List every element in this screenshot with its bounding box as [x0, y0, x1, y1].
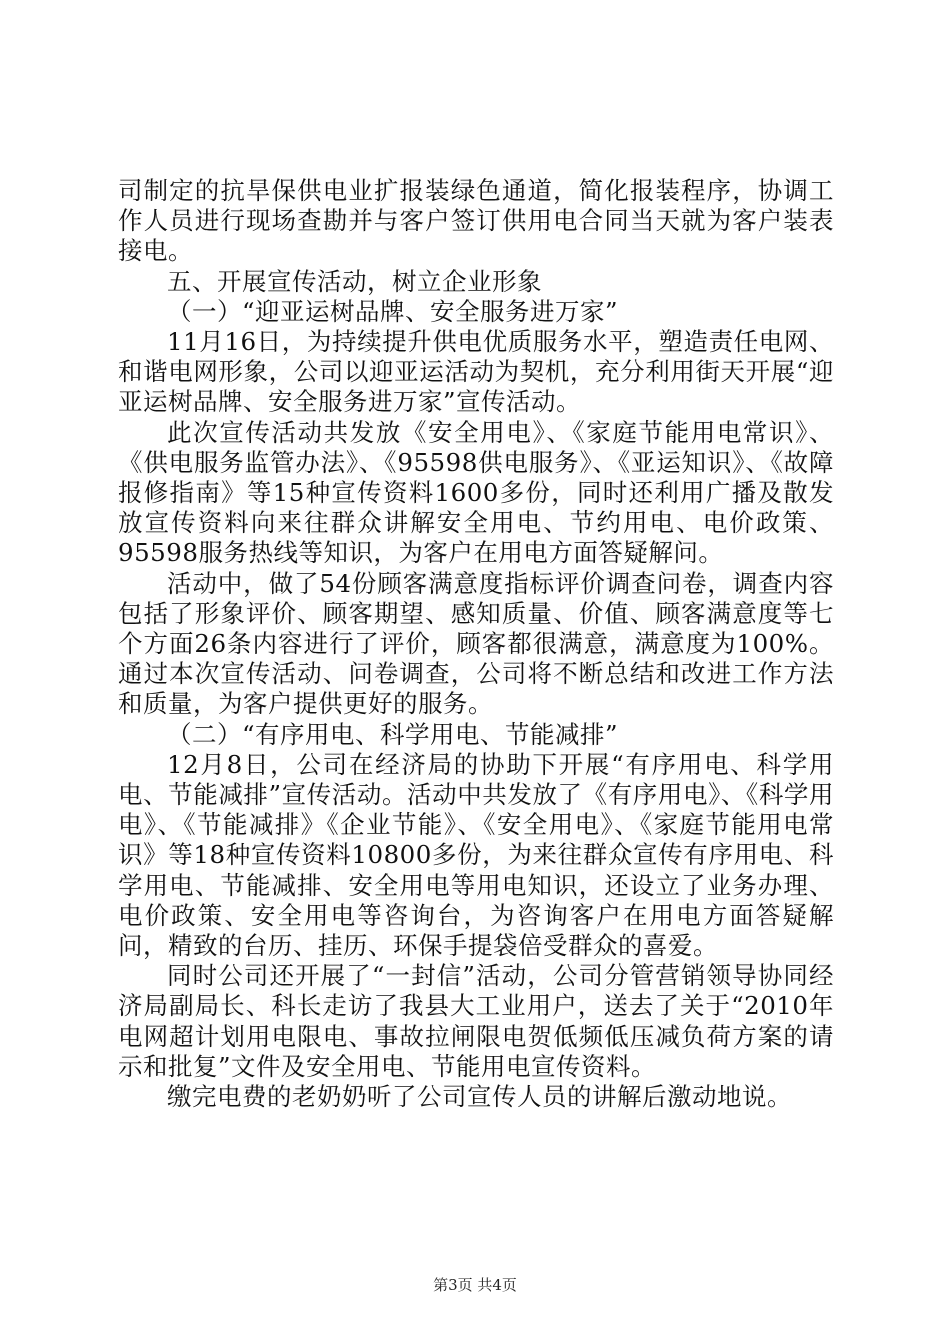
paragraph-continuation: 司制定的抗旱保供电业扩报装绿色通道，简化报装程序，协调工作人员进行现场查勘并与客户签订供用电合同当天就为客户装表接电。: [118, 176, 834, 266]
paragraph: 同时公司还开展了“一封信”活动，公司分管营销领导协同经济局副局长、科长走访了我县大工业用户，送去了关于“2010年电网超计划用电限电、事故拉闸限电贺低频低压减负荷方案的请示和批复”文件及安全用电、节能用电宣传资料。: [118, 961, 834, 1081]
subsection-heading: （二）“有序用电、科学用电、节能减排”: [167, 719, 619, 749]
section-heading: 五、开展宣传活动，树立企业形象: [167, 266, 542, 296]
paragraph: 活动中，做了54份顾客满意度指标评价调查问卷，调查内容包括了形象评价、顾客期望、感知质量、价值、顾客满意度等七个方面26条内容进行了评价，顾客都很满意，满意度为100%。通过本次宣传活动、问卷调查，公司将不断总结和改进工作方法和质量，为客户提供更好的服务。: [118, 568, 834, 719]
paragraph: 11月16日，为持续提升供电优质服务水平，塑造责任电网、和谐电网形象，公司以迎亚运活动为契机，充分利用街天开展“迎亚运树品牌、安全服务进万家”宣传活动。: [118, 327, 834, 417]
document-body: [118, 176, 834, 1112]
paragraph: 缴完电费的老奶奶听了公司宣传人员的讲解后激动地说。: [167, 1082, 792, 1112]
page-footer: 第3页 共4页: [433, 1276, 517, 1294]
subsection-heading: （一）“迎亚运树品牌、安全服务进万家”: [167, 296, 619, 326]
paragraph: 此次宣传活动共发放《安全用电》、《家庭节能用电常识》、《供电服务监管办法》、《95598供电服务》、《亚运知识》、《故障报修指南》等15种宣传资料1600多份，同时还利用广播及散发放宣传资料向来往群众讲解安全用电、节约用电、电价政策、95598服务热线等知识，为客户在用电方面答疑解问。: [118, 417, 834, 568]
paragraph: 12月8日，公司在经济局的协助下开展“有序用电、科学用电、节能减排”宣传活动。活动中共发放了《有序用电》、《科学用电》、《节能减排》《企业节能》、《安全用电》、《家庭节能用电常识》等18种宣传资料10800多份，为来往群众宣传有序用电、科学用电、节能减排、安全用电等用电知识，还设立了业务办理、电价政策、安全用电等咨询台，为咨询客户在用电方面答疑解问，精致的台历、挂历、环保手提袋倍受群众的喜爱。: [118, 749, 834, 961]
